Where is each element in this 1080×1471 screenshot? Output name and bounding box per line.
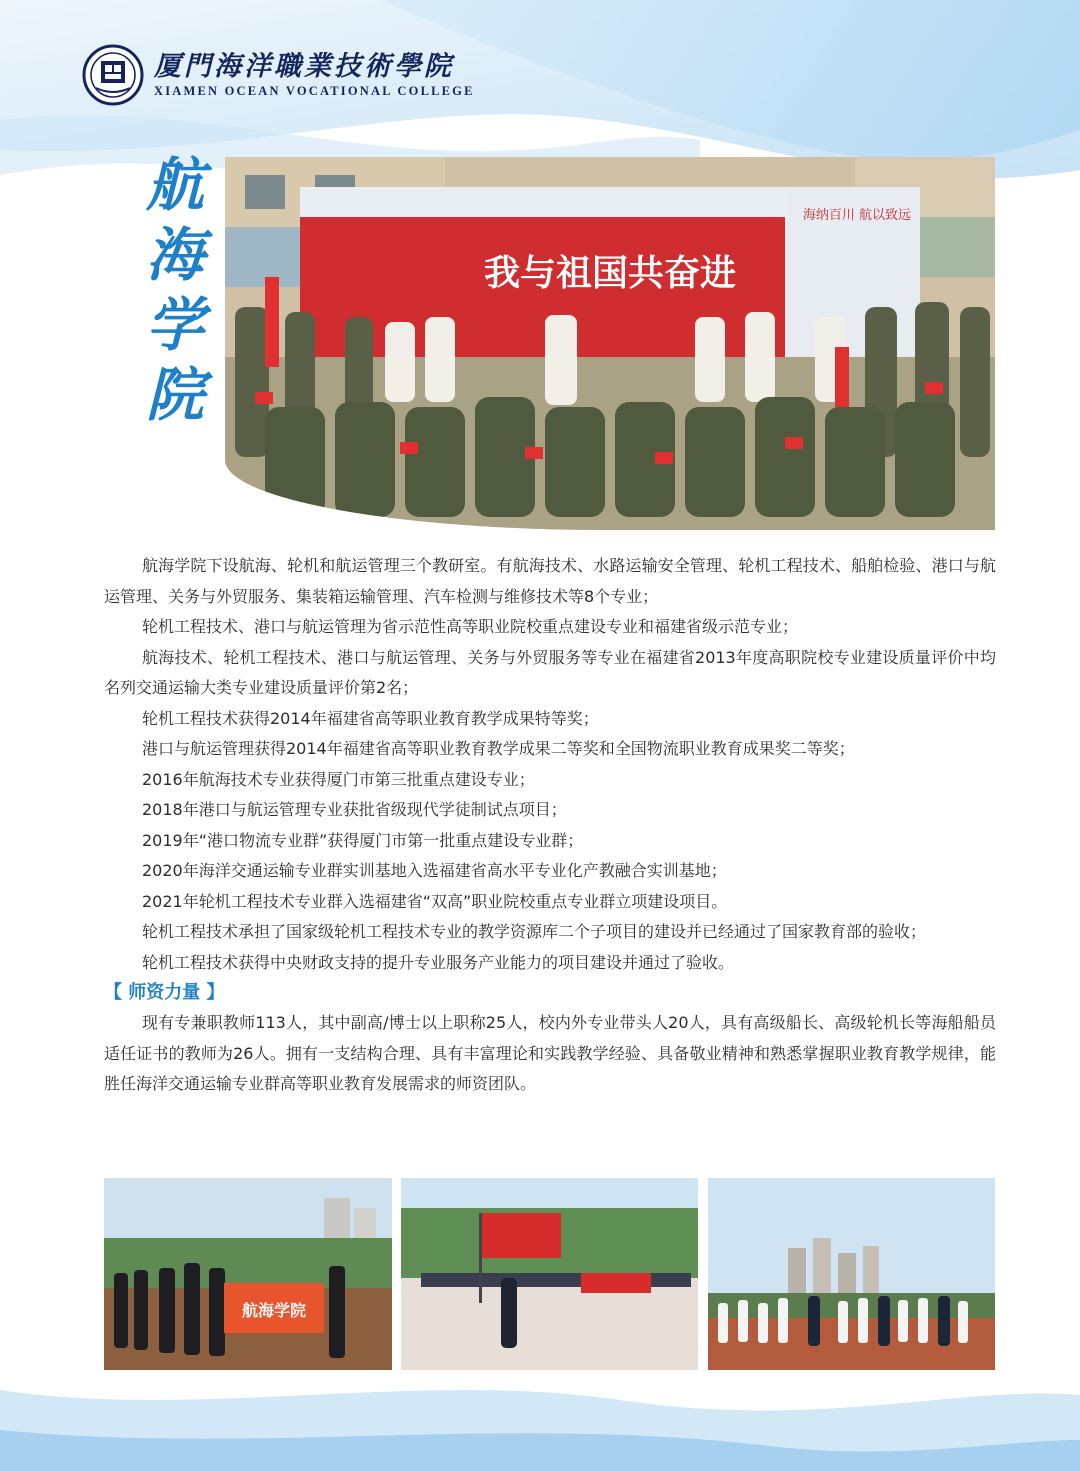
paragraph: 2020年海洋交通运输专业群实训基地入选福建省高水平专业化产教融合实训基地； (142, 861, 727, 880)
article-body (104, 551, 996, 1100)
college-header (82, 44, 475, 106)
page-title (140, 150, 210, 430)
bottom-photo-strip (104, 1178, 995, 1370)
college-name-cn: 厦門海洋職業技術學院 (154, 51, 454, 82)
photo-parade-band (104, 1178, 392, 1370)
paragraph: 轮机工程技术承担了国家级轮机工程技术专业的教学资源库二个子项目的建设并已经通过了国家教育部的验收； (142, 922, 927, 941)
page-title-char: 航 (145, 151, 204, 219)
photo-student-procession (708, 1178, 995, 1370)
page-title-char: 学 (145, 291, 204, 359)
hero-banner-slogan: 海纳百川 航以致远 (802, 208, 912, 223)
hero-banner-title: 我与祖国共奋进 (483, 252, 737, 294)
faculty-paragraph: 现有专兼职教师113人，其中副高/博士以上职称25人，校内外专业带头人20人，具有高级船长、高级轮机长等海船船员适任证书的教师为26人。拥有一支结构合理、具有丰富理论和实践教学经验、具备敬业精神和熟悉掌握职业教育教学规律，能胜任海洋交通运输专业群高等职业教育发展需求的师资团队。 (104, 1013, 996, 1093)
paragraph: 2019年“港口物流专业群”获得厦门市第一批重点建设专业群； (142, 830, 584, 850)
paragraph: 2016年航海技术专业获得厦门市第三批重点建设专业； (142, 769, 535, 789)
paragraph: 2021年轮机工程技术专业群入选福建省“双高”职业院校重点专业群立项建设项目。 (142, 891, 728, 911)
hero-group-photo (225, 157, 995, 530)
photo-flag-bearer (401, 1178, 698, 1370)
college-seal-icon (82, 44, 144, 106)
paragraph: 港口与航运管理获得2014年福建省高等职业教育教学成果二等奖和全国物流职业教育成果奖二等奖； (142, 739, 855, 758)
paragraph: 轮机工程技术、港口与航运管理为省示范性高等职业院校重点建设专业和福建省级示范专业； (142, 617, 799, 636)
paragraph: 2018年港口与航运管理专业获批省级现代学徒制试点项目； (142, 800, 567, 819)
paragraph: 轮机工程技术获得2014年福建省高等职业教育教学成果特等奖； (142, 708, 599, 728)
paragraph: 航海技术、轮机工程技术、港口与航运管理、关务与外贸服务等专业在福建省2013年度高职院校专业建设质量评价中均名列交通运输大类专业建设质量评价第2名； (104, 647, 996, 697)
paragraph: 轮机工程技术获得中央财政支持的提升专业服务产业能力的项目建设并通过了验收。 (142, 952, 735, 972)
page-title-char: 海 (145, 221, 204, 289)
page-title-char: 院 (145, 361, 204, 429)
college-name-en: XIAMEN OCEAN VOCATIONAL COLLEGE (154, 84, 475, 98)
parade-banner-text: 航海学院 (241, 1301, 307, 1320)
paragraph: 航海学院下设航海、轮机和航运管理三个教研室。有航海技术、水路运输安全管理、轮机工程技术、船舶检验、港口与航运管理、关务与外贸服务、集装箱运输管理、汽车检测与维修技术等8个专业； (104, 556, 996, 606)
faculty-heading: 【 师资力量 】 (104, 982, 225, 1003)
